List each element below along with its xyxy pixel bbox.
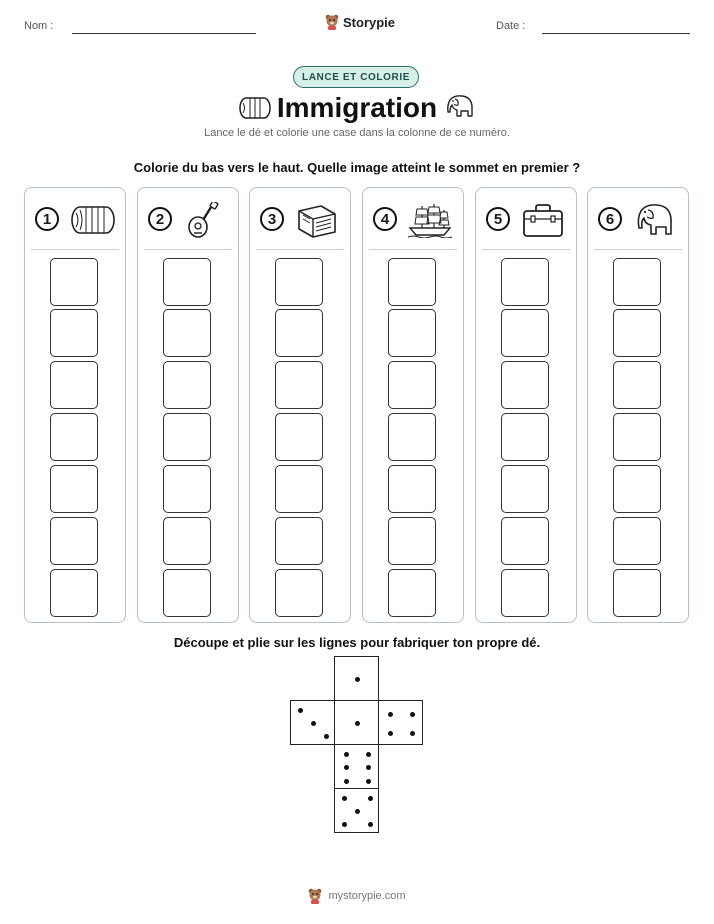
- bear-icon: [308, 888, 322, 904]
- die-pip: [355, 721, 360, 726]
- die-pip: [298, 708, 303, 713]
- column-3: [249, 187, 351, 623]
- column-header: [486, 202, 566, 242]
- column-divider: [369, 249, 457, 250]
- brand-logo: [325, 14, 395, 30]
- column-number: 5: [486, 207, 510, 231]
- die-pip: [344, 765, 349, 770]
- color-cell[interactable]: [50, 413, 98, 461]
- color-cell[interactable]: [163, 413, 211, 461]
- color-cell[interactable]: [163, 361, 211, 409]
- die-pip: [342, 796, 347, 801]
- column-header: [35, 202, 115, 242]
- name-label: Nom :: [24, 20, 54, 32]
- column-2: [137, 187, 239, 623]
- color-cell[interactable]: [275, 361, 323, 409]
- die-pip: [368, 796, 373, 801]
- suitcase-icon: [520, 202, 566, 238]
- color-cell[interactable]: [275, 413, 323, 461]
- color-cell[interactable]: [613, 517, 661, 565]
- bear-icon: [325, 14, 339, 30]
- column-divider: [256, 249, 344, 250]
- column-5: [475, 187, 577, 623]
- die-pip: [368, 822, 373, 827]
- color-cell[interactable]: [388, 517, 436, 565]
- column-4: [362, 187, 464, 623]
- die-pip: [410, 731, 415, 736]
- page-title: Immigration: [276, 92, 438, 123]
- color-cell[interactable]: [388, 309, 436, 357]
- column-number: 1: [35, 207, 59, 231]
- die-pip: [388, 712, 393, 717]
- column-divider: [482, 249, 570, 250]
- die-face-4: [378, 700, 423, 745]
- die-pip: [324, 734, 329, 739]
- subtitle: Lance le dé et colorie une case dans la colonne de ce numéro.: [204, 127, 510, 139]
- color-cell[interactable]: [613, 465, 661, 513]
- column-number: 2: [148, 207, 172, 231]
- die-pip: [344, 779, 349, 784]
- color-cell[interactable]: [613, 413, 661, 461]
- color-cell[interactable]: [275, 517, 323, 565]
- color-cell[interactable]: [275, 569, 323, 617]
- color-cell[interactable]: [163, 465, 211, 513]
- die-face-6: [334, 744, 379, 789]
- die-face-5: [334, 788, 379, 833]
- column-divider: [594, 249, 682, 250]
- color-cell[interactable]: [275, 258, 323, 306]
- color-cell[interactable]: [275, 309, 323, 357]
- name-field-line[interactable]: [72, 33, 256, 34]
- footer: [0, 888, 714, 904]
- column-number: 4: [373, 207, 397, 231]
- color-cell[interactable]: [501, 258, 549, 306]
- color-cell[interactable]: [501, 517, 549, 565]
- die-pip: [366, 752, 371, 757]
- die-face-1: [334, 656, 379, 701]
- color-cell[interactable]: [388, 413, 436, 461]
- color-cell[interactable]: [50, 569, 98, 617]
- footer-url: mystorypie.com: [328, 890, 406, 902]
- column-divider: [144, 249, 232, 250]
- book-icon: [294, 202, 340, 238]
- color-cell[interactable]: [388, 258, 436, 306]
- column-header: [260, 202, 340, 242]
- hay-bale-icon: [69, 202, 115, 238]
- color-cell[interactable]: [163, 517, 211, 565]
- color-cell[interactable]: [501, 465, 549, 513]
- elephant-icon: [632, 202, 678, 238]
- die-pip: [311, 721, 316, 726]
- die-pip: [366, 765, 371, 770]
- brand-name: Storypie: [343, 14, 396, 30]
- color-cell[interactable]: [613, 309, 661, 357]
- color-cell[interactable]: [50, 465, 98, 513]
- activity-badge: LANCE ET COLORIE: [293, 66, 419, 88]
- die-pip: [344, 752, 349, 757]
- die-pip: [355, 809, 360, 814]
- column-number: 3: [260, 207, 284, 231]
- die-pip: [342, 822, 347, 827]
- color-cell[interactable]: [388, 465, 436, 513]
- column-6: [587, 187, 689, 623]
- die-face-1: [334, 700, 379, 745]
- instruction-top: Colorie du bas vers le haut. Quelle image atteint le sommet en premier ?: [133, 160, 581, 175]
- column-1: [24, 187, 126, 623]
- elephant-icon: [444, 94, 476, 120]
- color-cell[interactable]: [388, 361, 436, 409]
- color-cell[interactable]: [50, 517, 98, 565]
- color-cell[interactable]: [501, 569, 549, 617]
- mandolin-icon: [182, 202, 228, 238]
- color-cell[interactable]: [50, 309, 98, 357]
- date-label: Date :: [496, 20, 526, 32]
- color-cell[interactable]: [613, 569, 661, 617]
- date-field-line[interactable]: [542, 33, 690, 34]
- color-cell[interactable]: [501, 413, 549, 461]
- die-pip: [366, 779, 371, 784]
- sailing-ship-icon: [407, 202, 453, 238]
- color-cell[interactable]: [163, 258, 211, 306]
- column-header: [373, 202, 453, 242]
- die-face-3: [290, 700, 335, 745]
- color-cell[interactable]: [275, 465, 323, 513]
- column-number: 6: [598, 207, 622, 231]
- color-cell[interactable]: [163, 569, 211, 617]
- die-pip: [355, 677, 360, 682]
- color-cell[interactable]: [613, 258, 661, 306]
- die-pip: [410, 712, 415, 717]
- color-cell[interactable]: [163, 309, 211, 357]
- column-divider: [31, 249, 119, 250]
- die-pip: [388, 731, 393, 736]
- color-cell[interactable]: [50, 361, 98, 409]
- column-header: [148, 202, 228, 242]
- color-cell[interactable]: [501, 361, 549, 409]
- color-cell[interactable]: [501, 309, 549, 357]
- color-cell[interactable]: [50, 258, 98, 306]
- instruction-bottom: Découpe et plie sur les lignes pour fabriquer ton propre dé.: [173, 635, 541, 650]
- column-header: [598, 202, 678, 242]
- color-cell[interactable]: [613, 361, 661, 409]
- color-cell[interactable]: [388, 569, 436, 617]
